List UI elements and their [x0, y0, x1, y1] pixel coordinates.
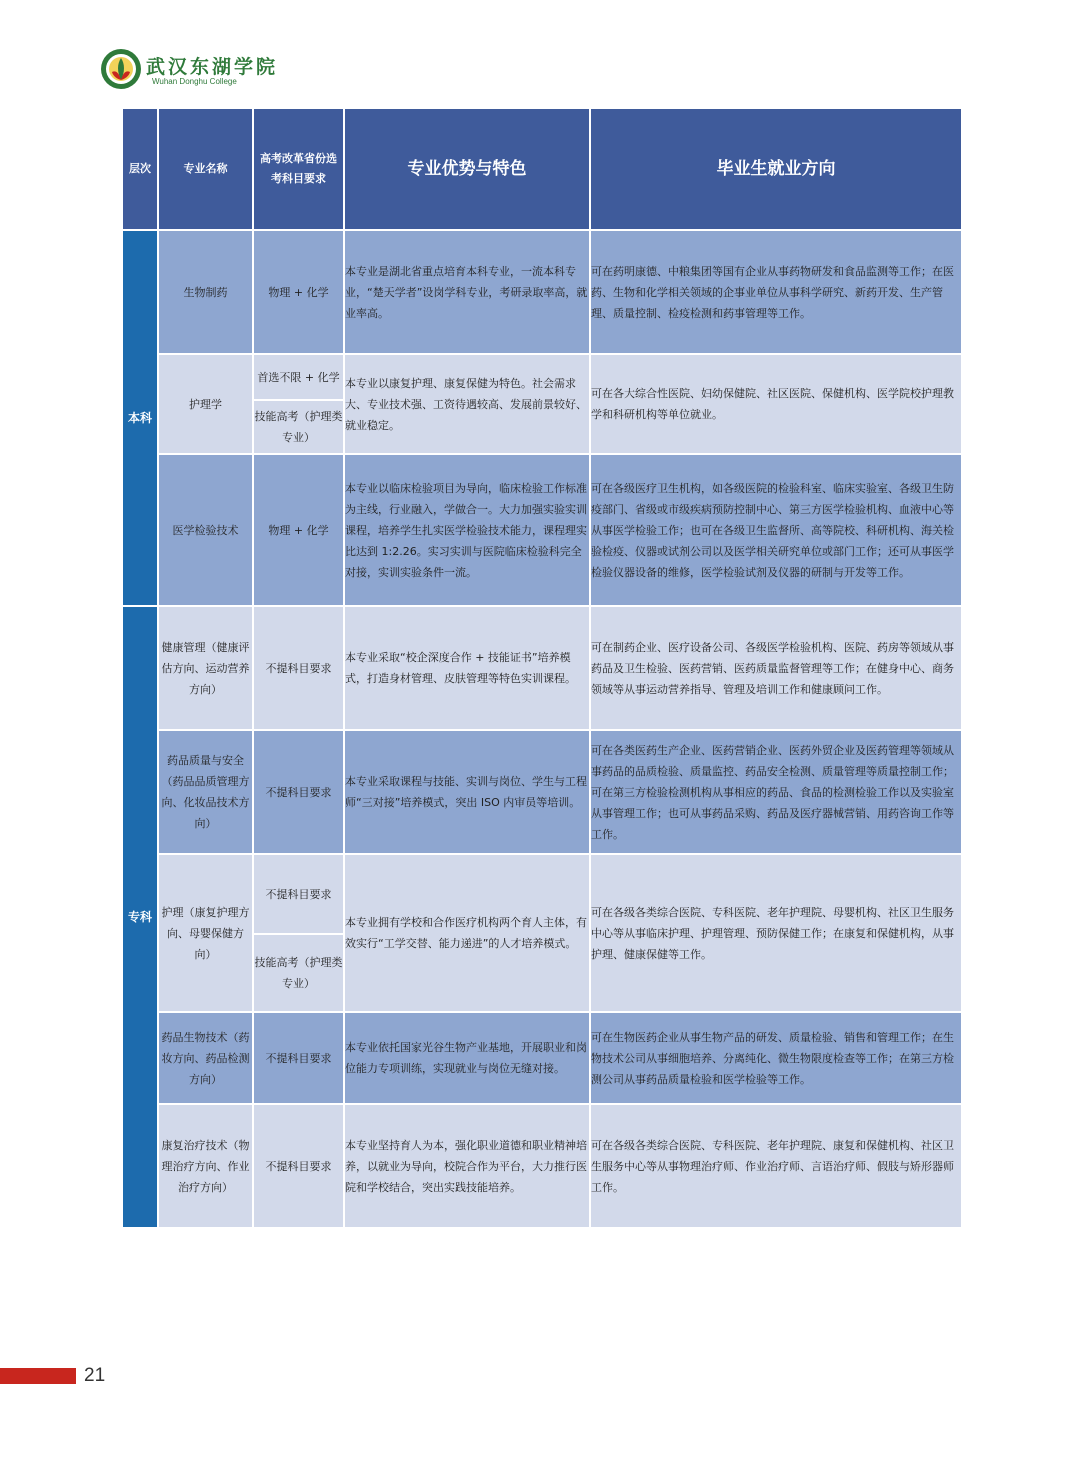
subject-requirement — [253, 854, 344, 1012]
table-row — [122, 354, 962, 454]
major-advantage: 本专业以临床检验项目为导向，临床检验工作标准为主线，行业融入，学做合一。大力加强实验实训课程，培养学生扎实医学检验技术能力，课程理实比达到 1:2.26。实习实训与医院临床检验科完全对接，实训实验条件一流。 — [344, 454, 590, 606]
major-name: 医学检验技术 — [158, 454, 253, 606]
header-advantage: 专业优势与特色 — [344, 108, 590, 230]
major-name: 护理学 — [158, 354, 253, 454]
college-logo — [100, 48, 279, 92]
subject-option-1: 不提科目要求 — [254, 855, 343, 935]
header-career: 毕业生就业方向 — [590, 108, 962, 230]
footer-red-bar — [0, 1368, 76, 1384]
career-direction: 可在各级各类综合医院、专科医院、老年护理院、母婴机构、社区卫生服务中心等从事临床护理、护理管理、预防保健工作；在康复和保健机构，从事护理、健康保健等工作。 — [590, 854, 962, 1012]
level-cell-college: 专科 — [122, 606, 158, 1228]
table-row — [122, 730, 962, 854]
level-cell-undergrad: 本科 — [122, 230, 158, 606]
subject-requirement: 物理 + 化学 — [253, 454, 344, 606]
table-row — [122, 606, 962, 730]
table-row — [122, 1104, 962, 1228]
college-seal-icon — [100, 48, 142, 90]
major-advantage: 本专业采取课程与技能、实训与岗位、学生与工程师“三对接”培养模式，突出 ISO 内审员等培训。 — [344, 730, 590, 854]
table-row — [122, 230, 962, 354]
subject-requirement: 不提科目要求 — [253, 1012, 344, 1104]
college-name-en: Wuhan Donghu College — [152, 77, 237, 86]
subject-requirement: 不提科目要求 — [253, 1104, 344, 1228]
subject-option-2: 技能高考（护理类专业） — [254, 956, 343, 990]
subject-requirement: 不提科目要求 — [253, 730, 344, 854]
header-level: 层次 — [122, 108, 158, 230]
major-advantage: 本专业采取“校企深度合作 + 技能证书”培养模式，打造身材管理、皮肤管理等特色实训课程。 — [344, 606, 590, 730]
header-subject: 高考改革省份选考科目要求 — [253, 108, 344, 230]
table-header-row — [122, 108, 962, 230]
major-name: 护理（康复护理方向、母婴保健方向） — [158, 854, 253, 1012]
career-direction: 可在制药企业、医疗设备公司、各级医学检验机构、医院、药房等领域从事药品及卫生检验、医药营销、医药质量监督管理等工作；在健身中心、商务领域等从事运动营养指导、管理及培训工作和健康顾问工作。 — [590, 606, 962, 730]
career-direction: 可在各大综合性医院、妇幼保健院、社区医院、保健机构、医学院校护理教学和科研机构等单位就业。 — [590, 354, 962, 454]
table-row — [122, 1012, 962, 1104]
subject-requirement: 物理 + 化学 — [253, 230, 344, 354]
college-name-cn: 武汉东湖学院 — [146, 56, 279, 78]
career-direction: 可在各类医药生产企业、医药营销企业、医药外贸企业及医药管理等领域从事药品的品质检验、质量监控、药品安全检测、质量管理等质量控制工作；可在第三方检验检测机构从事相应的药品、食品的检测检验工作以及实验室从事管理工作；也可从事药品采购、药品及医疗器械营销、用药咨询工作等工作。 — [590, 730, 962, 854]
major-advantage: 本专业拥有学校和合作医疗机构两个育人主体，有效实行“工学交替、能力递进”的人才培养模式。 — [344, 854, 590, 1012]
career-direction: 可在各级各类综合医院、专科医院、老年护理院、康复和保健机构、社区卫生服务中心等从事物理治疗师、作业治疗师、言语治疗师、假肢与矫形器师工作。 — [590, 1104, 962, 1228]
major-advantage: 本专业以康复护理、康复保健为特色。社会需求大、专业技术强、工资待遇较高、发展前景较好、就业稳定。 — [344, 354, 590, 454]
majors-table — [121, 107, 963, 1229]
major-name: 药品生物技术（药妆方向、药品检测方向） — [158, 1012, 253, 1104]
career-direction: 可在生物医药企业从事生物产品的研发、质量检验、销售和管理工作；在生物技术公司从事细胞培养、分离纯化、微生物限度检查等工作；在第三方检测公司从事药品质量检验和医学检验等工作。 — [590, 1012, 962, 1104]
major-name: 药品质量与安全（药品品质管理方向、化妆品技术方向） — [158, 730, 253, 854]
table-row — [122, 854, 962, 1012]
subject-requirement — [253, 354, 344, 454]
career-direction: 可在药明康德、中粮集团等国有企业从事药物研发和食品监测等工作；在医药、生物和化学相关领域的企事业单位从事科学研究、新药开发、生产管理、质量控制、检疫检测和药事管理等工作。 — [590, 230, 962, 354]
major-advantage: 本专业是湖北省重点培育本科专业，一流本科专业，“楚天学者”设岗学科专业，考研录取率高，就业率高。 — [344, 230, 590, 354]
major-advantage: 本专业依托国家光谷生物产业基地，开展职业和岗位能力专项训练，实现就业与岗位无缝对接。 — [344, 1012, 590, 1104]
subject-option-2: 技能高考（护理类专业） — [254, 410, 343, 444]
subject-option-1: 首选不限 + 化学 — [254, 355, 343, 401]
major-advantage: 本专业坚持育人为本，强化职业道德和职业精神培养，以就业为导向，校院合作为平台，大力推行医院和学校结合，突出实践技能培养。 — [344, 1104, 590, 1228]
table-row — [122, 454, 962, 606]
subject-requirement: 不提科目要求 — [253, 606, 344, 730]
career-direction: 可在各级医疗卫生机构，如各级医院的检验科室、临床实验室、各级卫生防疫部门、省级或市级疾病预防控制中心、第三方医学检验机构、血液中心等从事医学检验工作；也可在各级卫生监督所、高等院校、科研机构、海关检验检疫、仪器或试剂公司以及医学相关研究单位或部门工作；还可从事医学检验仪器设备的维修，医学检验试剂及仪器的研制与开发等工作。 — [590, 454, 962, 606]
major-name: 康复治疗技术（物理治疗方向、作业治疗方向） — [158, 1104, 253, 1228]
major-name: 健康管理（健康评估方向、运动营养方向） — [158, 606, 253, 730]
header-major: 专业名称 — [158, 108, 253, 230]
major-name: 生物制药 — [158, 230, 253, 354]
page-number: 21 — [84, 1365, 106, 1386]
